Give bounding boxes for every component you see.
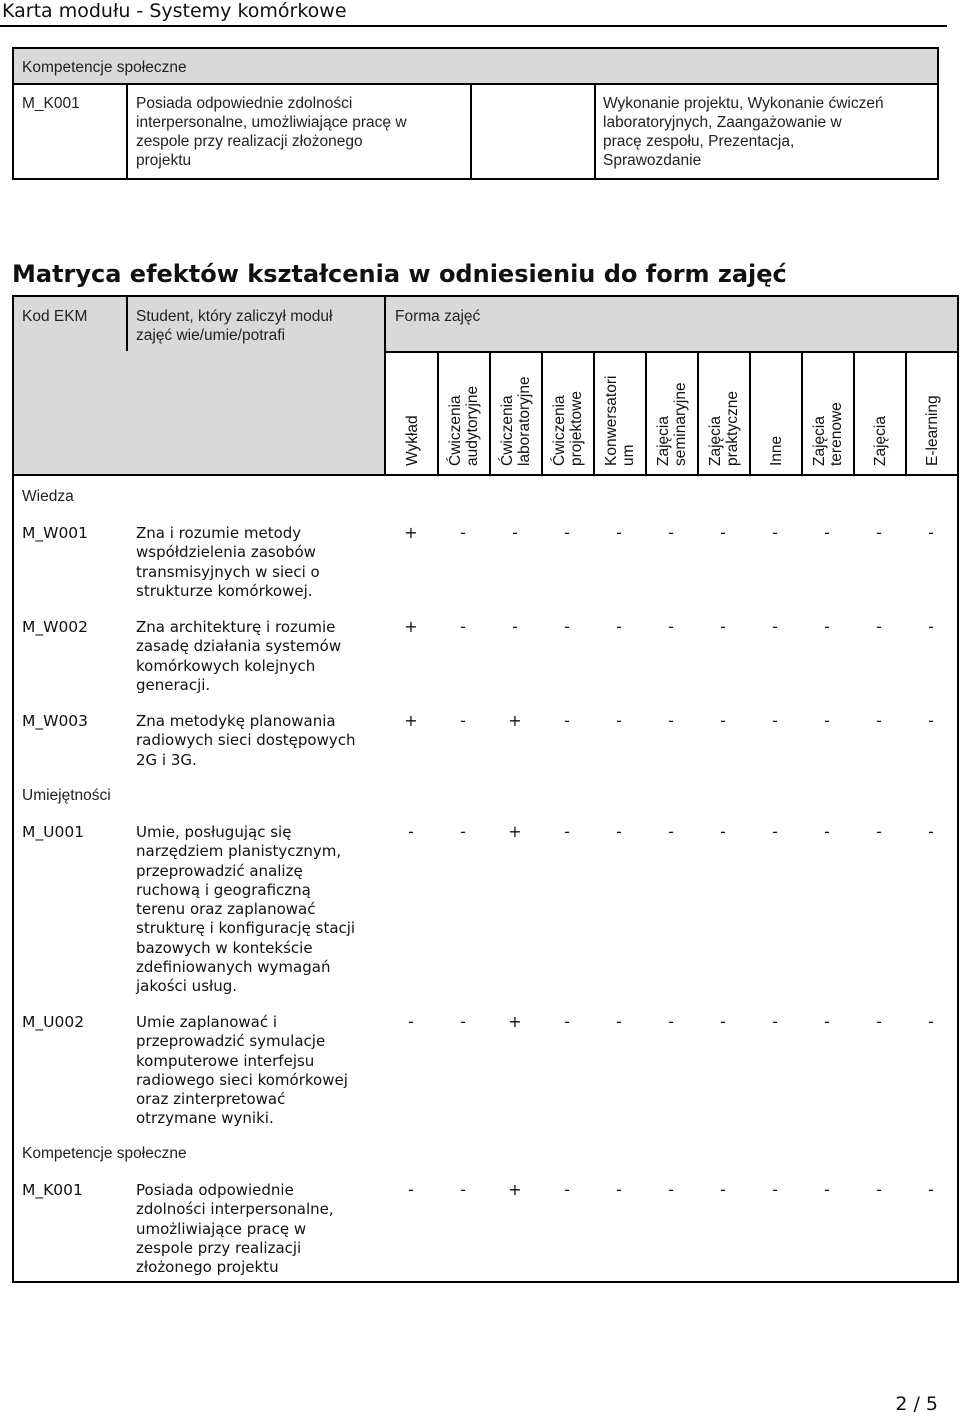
form-mark: - — [824, 1012, 830, 1031]
form-mark: - — [616, 617, 622, 636]
form-header-line: audytoryjne — [464, 385, 481, 466]
form-header-line: projektowe — [568, 391, 585, 466]
form-mark: - — [408, 1012, 414, 1031]
form-mark: - — [564, 822, 570, 841]
header-rule — [0, 25, 947, 27]
form-header-0 — [404, 415, 421, 466]
form-mark: - — [512, 617, 518, 636]
row-description-line: radiowego sieci komórkowej — [136, 1070, 348, 1089]
top-row-assessment: Wykonanie projektu, Wykonanie ćwiczeń laboratoryjnych, Zaangażowanie w pracę zespołu, Prezentacja, Sprawozdanie — [603, 95, 884, 169]
row-description-line: Umie zaplanować i — [136, 1013, 278, 1031]
form-mark: - — [772, 822, 778, 841]
form-mark: - — [460, 1012, 466, 1031]
form-mark: - — [616, 822, 622, 841]
form-mark: - — [928, 1180, 934, 1199]
row-description — [136, 1013, 348, 1129]
form-mark: - — [408, 1180, 414, 1199]
form-header-3 — [551, 391, 585, 466]
row-description-line: komórkowych kolejnych — [136, 656, 316, 675]
form-header-line: Zajęcia — [871, 416, 889, 466]
col-forms-header: Forma zajęć — [395, 308, 481, 325]
col-student-header: Student, który zaliczył moduł zajęć wie/umie/potrafi — [136, 308, 333, 344]
form-mark: - — [720, 822, 726, 841]
form-mark: - — [668, 617, 674, 636]
document-title: Karta modułu - Systemy komórkowe — [2, 0, 347, 22]
row-description-line: terenu oraz zaplanować — [136, 900, 316, 919]
row-description-line: Zna i rozumie metody — [136, 524, 302, 542]
form-mark: - — [668, 1012, 674, 1031]
row-description-line: otrzymane wyniki. — [136, 1109, 274, 1128]
form-header-10 — [924, 395, 941, 466]
form-mark: - — [772, 523, 778, 542]
row-description-line: zasadę działania systemów — [136, 637, 342, 656]
form-mark: - — [512, 523, 518, 542]
row-description-line: strukturę i konfigurację stacji — [136, 919, 356, 938]
form-mark: - — [460, 1180, 466, 1199]
form-mark: + — [404, 617, 418, 636]
form-mark: - — [876, 523, 882, 542]
form-header-line: Konwersatori — [603, 375, 620, 466]
row-description-line: umożliwiające pracę w — [136, 1219, 307, 1238]
row-description-line: współdzielenia zasobów — [136, 543, 316, 562]
form-header-4 — [603, 376, 637, 466]
section-label: Umiejętności — [22, 787, 111, 804]
top-row-description: Posiada odpowiednie zdolności interpersonalne, umożliwiające pracę w zespole przy realizacji złożonego projektu — [136, 95, 407, 169]
form-header-line: Zajęcia — [707, 416, 724, 466]
form-mark: + — [404, 523, 418, 542]
row-description-line: przeprowadzić analizę — [136, 861, 303, 880]
form-mark: + — [508, 1180, 522, 1199]
row-description — [136, 1181, 334, 1277]
row-code: M_W002 — [22, 618, 89, 636]
form-mark: - — [876, 1180, 882, 1199]
row-description-line: Zna metodykę planowania — [136, 712, 336, 730]
form-header-8 — [811, 402, 845, 466]
form-mark: - — [564, 523, 570, 542]
row-description-line: Umie, posługując się — [136, 823, 292, 841]
form-mark: - — [928, 523, 934, 542]
form-mark: - — [824, 1180, 830, 1199]
form-mark: - — [928, 617, 934, 636]
form-mark: - — [876, 822, 882, 841]
form-header-line: E-learning — [923, 395, 941, 466]
form-header-2 — [499, 376, 533, 466]
form-mark: - — [460, 523, 466, 542]
form-header-1 — [447, 386, 481, 466]
row-description-line: strukturze komórkowej. — [136, 581, 313, 600]
form-mark: - — [928, 1012, 934, 1031]
matrix-title: Matryca efektów kształcenia w odniesieniu do form zajęć — [12, 260, 787, 288]
form-mark: + — [508, 711, 522, 730]
form-header-line: Ćwiczenia — [551, 395, 568, 466]
row-description-line: przeprowadzić symulacje — [136, 1032, 326, 1051]
form-header-line: Ćwiczenia — [499, 395, 516, 466]
form-header-5 — [655, 382, 689, 466]
form-mark: - — [772, 617, 778, 636]
form-mark: + — [508, 822, 522, 841]
row-code: M_W003 — [22, 712, 89, 730]
row-description-line: generacji. — [136, 675, 211, 694]
section-label: Wiedza — [22, 488, 74, 505]
row-description-line: Zna architekturę i rozumie — [136, 618, 336, 636]
form-mark: - — [824, 617, 830, 636]
form-header-line: laboratoryjne — [516, 376, 533, 466]
row-description — [136, 823, 355, 997]
row-description — [136, 524, 320, 601]
form-mark: - — [564, 711, 570, 730]
form-mark: - — [616, 711, 622, 730]
row-description-line: komputerowe interfejsu — [136, 1051, 315, 1070]
row-code: M_U002 — [22, 1013, 85, 1031]
form-mark: - — [772, 1012, 778, 1031]
row-description-line: bazowych w kontekście — [136, 938, 313, 957]
section-label: Kompetencje społeczne — [22, 1145, 187, 1162]
form-mark: - — [824, 523, 830, 542]
row-description-line: 2G i 3G. — [136, 750, 197, 769]
row-description-line: złożonego projektu — [136, 1258, 279, 1277]
form-mark: - — [928, 711, 934, 730]
row-description-line: Posiada odpowiednie — [136, 1181, 294, 1199]
form-mark: - — [928, 822, 934, 841]
row-description-line: transmisyjnych w sieci o — [136, 562, 320, 581]
form-mark: - — [460, 617, 466, 636]
form-mark: - — [876, 1012, 882, 1031]
form-header-line: Wykład — [403, 415, 421, 466]
form-mark: - — [616, 1012, 622, 1031]
form-mark: - — [668, 523, 674, 542]
form-mark: - — [460, 822, 466, 841]
form-mark: - — [772, 1180, 778, 1199]
form-mark: - — [668, 822, 674, 841]
form-mark: - — [720, 1180, 726, 1199]
form-mark: - — [564, 1012, 570, 1031]
form-header-line: Inne — [767, 435, 785, 466]
row-description-line: zdolności interpersonalne, — [136, 1200, 334, 1219]
form-mark: - — [772, 711, 778, 730]
form-mark: - — [460, 711, 466, 730]
col-code-header: Kod EKM — [22, 308, 88, 325]
row-description-line: zespole przy realizacji — [136, 1238, 302, 1257]
form-header-line: praktyczne — [724, 391, 741, 466]
matrix-header-bg-left — [14, 351, 385, 475]
form-header-9 — [872, 416, 889, 466]
row-description-line: zdefiniowanych wymagań — [136, 958, 331, 977]
form-mark: - — [720, 1012, 726, 1031]
form-header-line: seminaryjne — [672, 382, 689, 466]
row-description-line: narzędziem planistycznym, — [136, 842, 342, 861]
page-number: 2 / 5 — [895, 1393, 938, 1415]
form-mark: - — [876, 711, 882, 730]
row-description-line: oraz zinterpretować — [136, 1090, 286, 1109]
form-mark: - — [668, 1180, 674, 1199]
form-mark: - — [720, 617, 726, 636]
form-mark: - — [720, 711, 726, 730]
form-header-6 — [707, 391, 741, 466]
form-mark: - — [408, 822, 414, 841]
form-mark: - — [720, 523, 726, 542]
row-code: M_U001 — [22, 823, 85, 841]
form-header-line: um — [620, 444, 637, 466]
row-description — [136, 712, 356, 770]
form-mark: + — [404, 711, 418, 730]
form-mark: - — [876, 617, 882, 636]
row-description — [136, 618, 341, 695]
form-mark: - — [564, 617, 570, 636]
form-mark: - — [824, 822, 830, 841]
row-description-line: ruchową i geograficzną — [136, 880, 311, 899]
form-mark: - — [616, 1180, 622, 1199]
form-mark: - — [564, 1180, 570, 1199]
row-code: M_W001 — [22, 524, 89, 542]
row-code: M_K001 — [22, 1181, 83, 1199]
form-header-line: Zajęcia — [811, 416, 828, 466]
form-mark: - — [824, 711, 830, 730]
form-header-line: Zajęcia — [655, 416, 672, 466]
top-row-code: M_K001 — [22, 95, 80, 112]
form-mark: - — [616, 523, 622, 542]
form-header-line: terenowe — [828, 402, 845, 466]
form-header-line: Ćwiczenia — [447, 395, 464, 466]
top-section-label: Kompetencje społeczne — [22, 59, 187, 76]
form-mark: - — [668, 711, 674, 730]
form-header-7 — [768, 436, 785, 466]
form-mark: + — [508, 1012, 522, 1031]
row-description-line: radiowych sieci dostępowych — [136, 731, 356, 750]
row-description-line: jakości usług. — [136, 977, 238, 996]
